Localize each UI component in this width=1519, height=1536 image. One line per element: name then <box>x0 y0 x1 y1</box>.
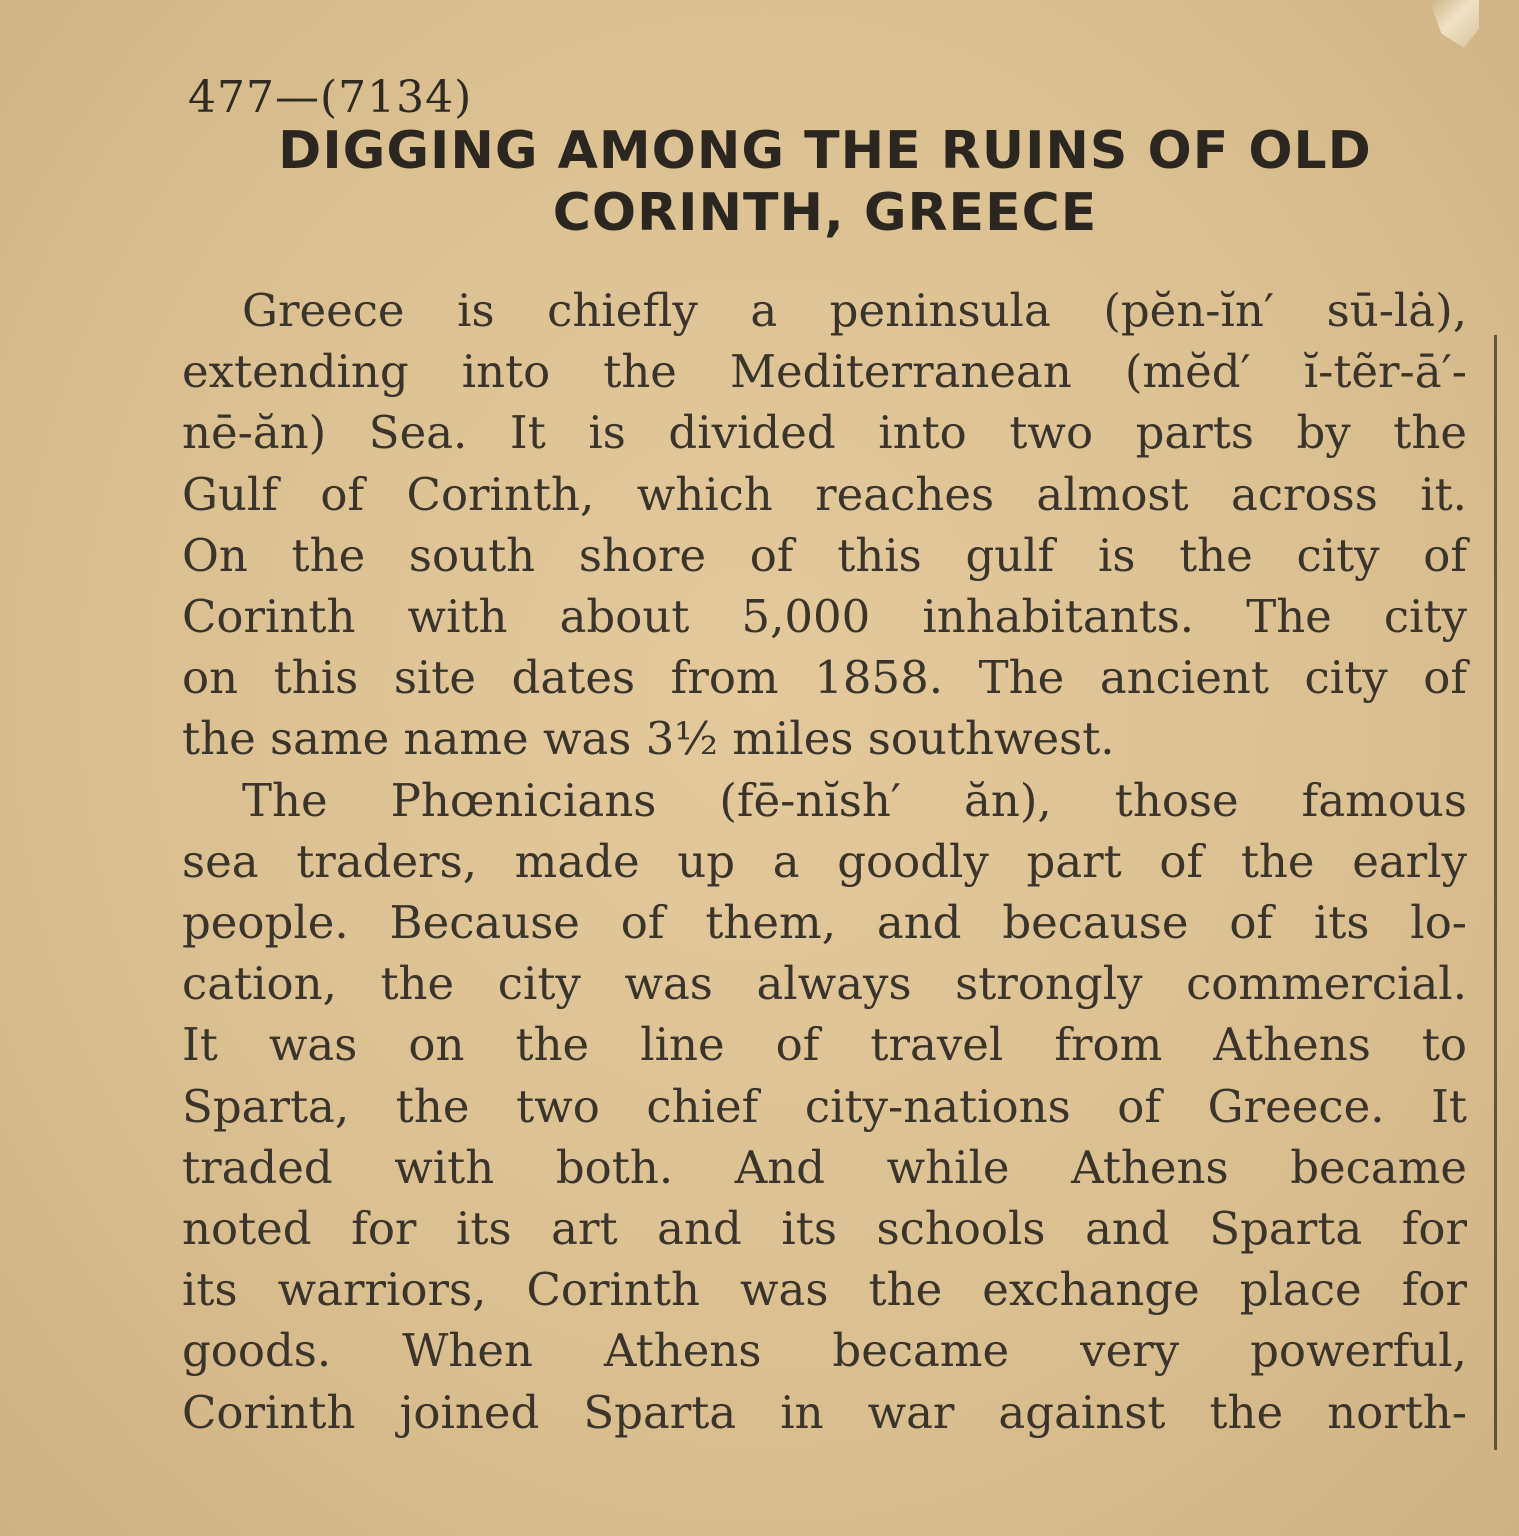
body-line: on this site dates from 1858. The ancient city of <box>182 651 1467 705</box>
body-line: extending into the Mediterranean (mĕd′ ĭ-tẽr-ā′- <box>182 345 1467 399</box>
body-line: people. Because of them, and because of its lo- <box>182 896 1467 950</box>
catalog-number: 477—(7134) <box>188 72 473 123</box>
body-line: sea traders, made up a goodly part of the early <box>182 834 1467 888</box>
right-border-rule <box>1494 335 1497 1450</box>
body-line: On the south shore of this gulf is the city of <box>182 528 1467 582</box>
body-line: Greece is chiefly a peninsula (pĕn-ĭn′ sū-lȧ), <box>242 284 1467 337</box>
body-line: the same name was 3½ miles southwest. <box>182 712 1115 766</box>
card-title: DIGGING AMONG THE RUINS OF OLD CORINTH, GREECE <box>278 121 1372 243</box>
body-line: Corinth with about 5,000 inhabitants. The city <box>182 590 1467 644</box>
body-line: Sparta, the two chief city-nations of Greece. It <box>182 1079 1467 1133</box>
body-line: The Phœnicians (fē-nĭsh′ ăn), those famous <box>242 773 1467 827</box>
body-line: nē-ăn) Sea. It is divided into two parts by the <box>182 406 1467 460</box>
body-line: noted for its art and its schools and Sparta for <box>182 1202 1467 1256</box>
folded-corner <box>1429 0 1479 48</box>
body-line: Gulf of Corinth, which reaches almost across it. <box>182 467 1467 521</box>
body-line: its warriors, Corinth was the exchange place for <box>182 1263 1467 1317</box>
body-line: cation, the city was always strongly commercial. <box>182 957 1467 1011</box>
body-line: Corinth joined Sparta in war against the north- <box>182 1385 1467 1439</box>
body-line: goods. When Athens became very powerful, <box>182 1324 1467 1378</box>
body-line: traded with both. And while Athens became <box>182 1140 1467 1194</box>
body-line: It was on the line of travel from Athens to <box>182 1018 1467 1072</box>
card-body-text <box>182 280 1467 1443</box>
